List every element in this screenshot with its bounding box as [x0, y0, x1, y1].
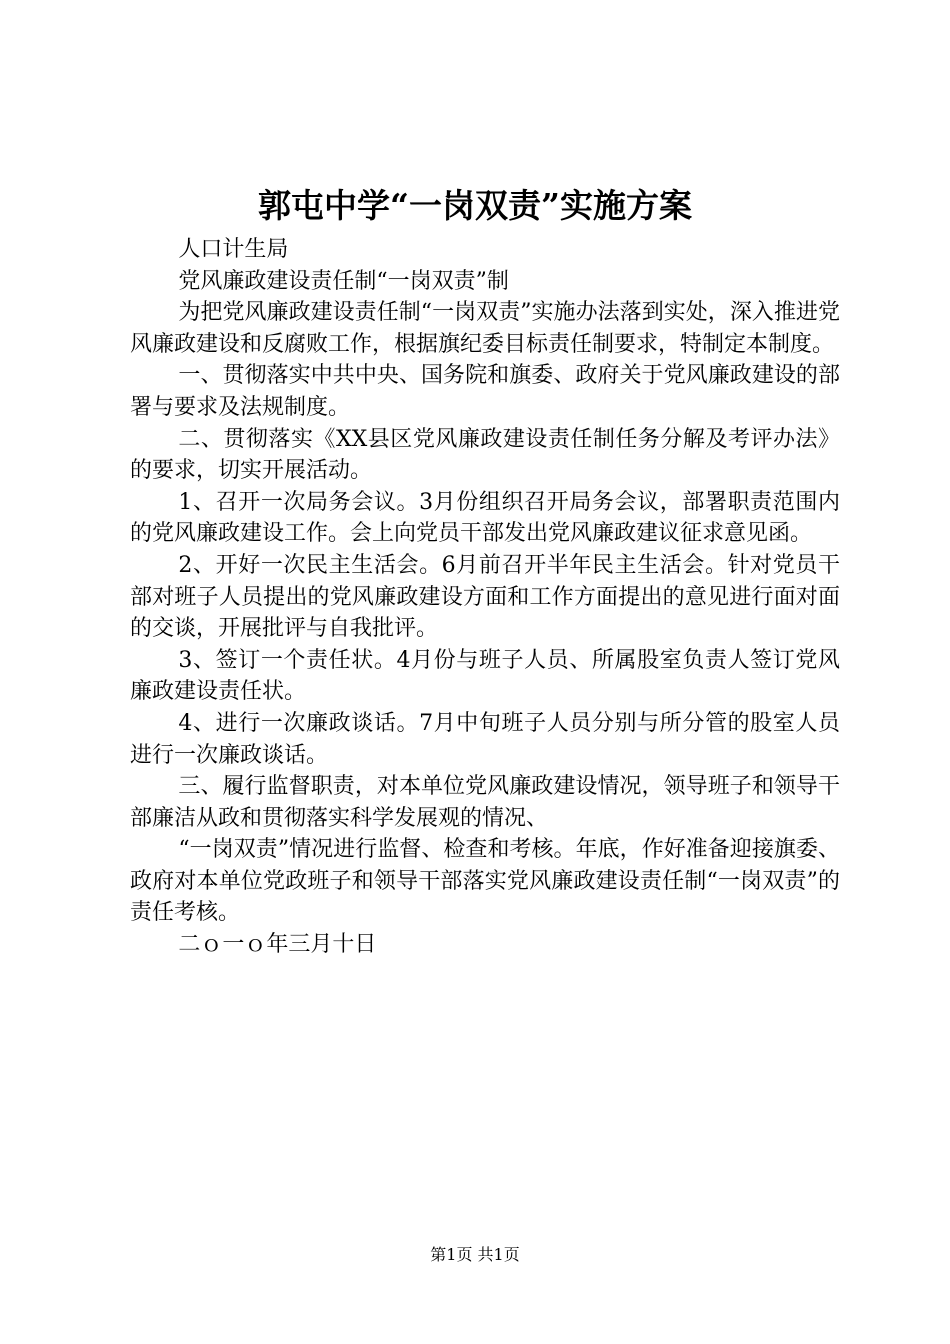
- paragraph-item-three-continued: “一岗双责”情况进行监督、检查和考核。年底，作好准备迎接旗委、政府对本单位党政班子和领导干部落实党风廉政建设责任制“一岗双责”的责任考核。: [130, 837, 840, 926]
- paragraph-intro: 为把党风廉政建设责任制“一岗双责”实施办法落到实处，深入推进党风廉政建设和反腐败工作，根据旗纪委目标责任制要求，特制定本制度。: [130, 300, 840, 357]
- paragraph-item-two: 二、贯彻落实《XX县区党风廉政建设责任制任务分解及考评办法》的要求，切实开展活动。: [130, 426, 840, 484]
- document-title: 郭屯中学“一岗双责”实施方案: [258, 186, 692, 225]
- paragraph-subitem-4: 4、进行一次廉政谈话。7月中旬班子人员分别与所分管的股室人员进行一次廉政谈话。: [130, 710, 840, 768]
- paragraph-subitem-1: 1、召开一次局务会议。3月份组织召开局务会议，部署职责范围内的党风廉政建设工作。会上向党员干部发出党风廉政建议征求意见函。: [130, 489, 840, 547]
- paragraph-subitem-2: 2、开好一次民主生活会。6月前召开半年民主生活会。针对党员干部对班子人员提出的党风廉政建设方面和工作方面提出的意见进行面对面的交谈，开展批评与自我批评。: [130, 552, 840, 642]
- paragraph-item-three: 三、履行监督职责，对本单位党风廉政建设情况，领导班子和领导干部廉洁从政和贯彻落实科学发展观的情况、: [130, 774, 840, 831]
- paragraph-date: 二ｏ一ｏ年三月十日: [178, 932, 377, 958]
- paragraph-system-name: 党风廉政建设责任制“一岗双责”制: [178, 268, 509, 294]
- paragraph-department: 人口计生局: [178, 237, 289, 262]
- paragraph-subitem-3: 3、签订一个责任状。4月份与班子人员、所属股室负责人签订党风廉政建设责任状。: [130, 647, 840, 705]
- document-body: [130, 234, 840, 961]
- page-footer: 第1页 共1页: [430, 1245, 520, 1264]
- paragraph-item-one: 一、贯彻落实中共中央、国务院和旗委、政府关于党风廉政建设的部署与要求及法规制度。: [130, 363, 840, 420]
